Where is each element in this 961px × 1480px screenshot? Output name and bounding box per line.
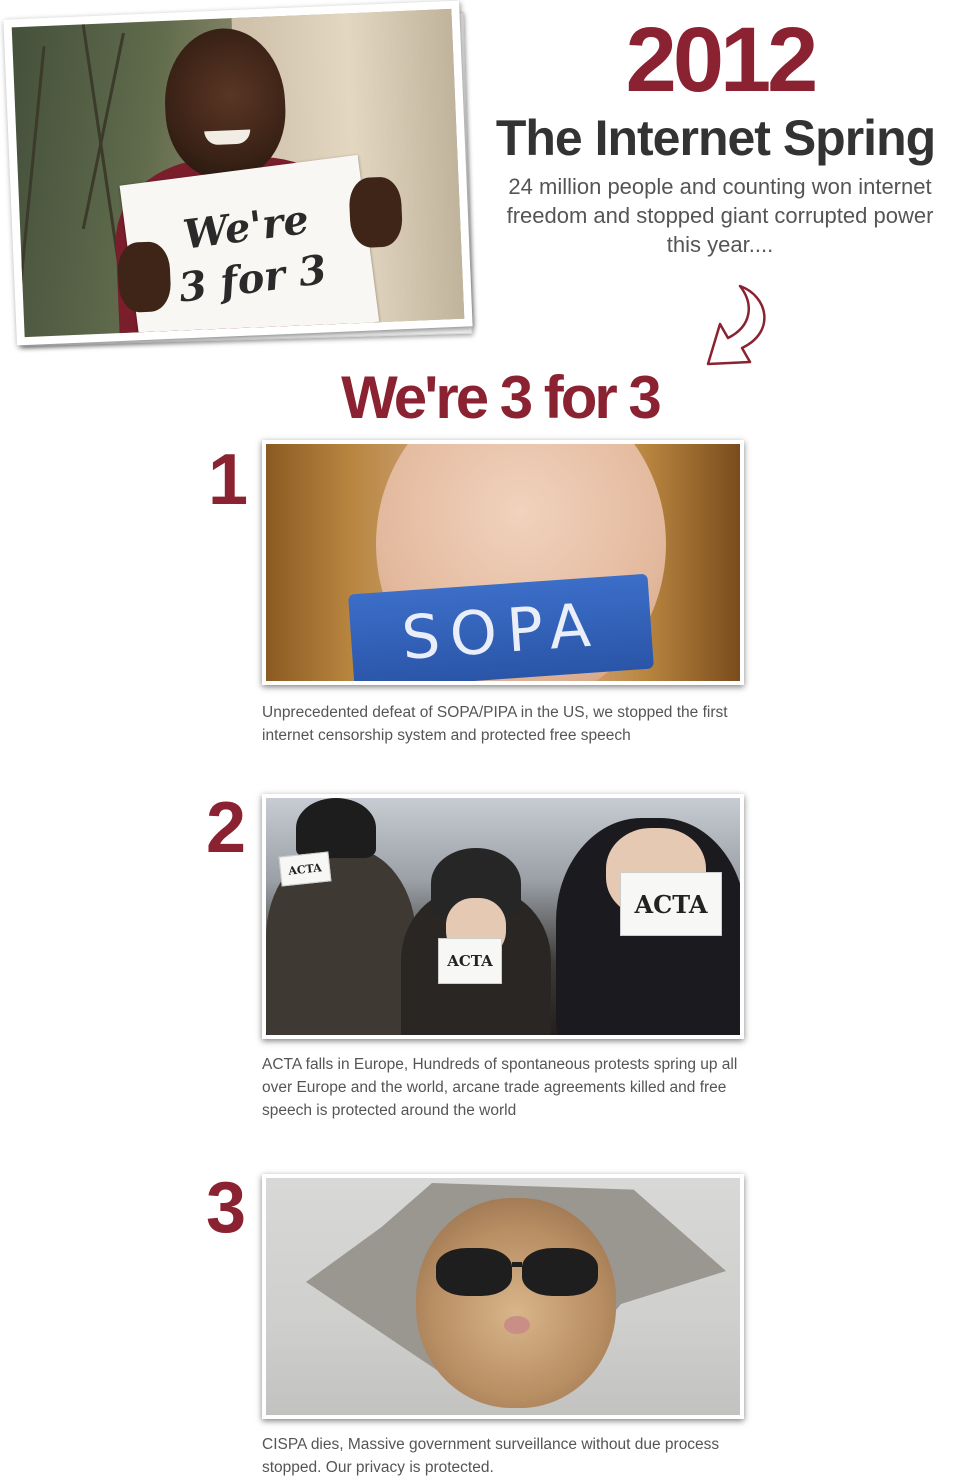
sopa-protest-photo — [266, 444, 740, 681]
sunglasses-right-lens — [522, 1248, 598, 1296]
item-number: 1 — [207, 440, 248, 520]
sunglasses-left-lens — [436, 1248, 512, 1296]
item-caption: CISPA dies, Massive government surveillance without due process stopped. Our privacy is protected. — [262, 1436, 720, 1476]
sopa-tape-text: SOPA — [399, 589, 603, 674]
photo-hat — [296, 798, 376, 858]
section-title: We're 3 for 3 — [341, 364, 659, 431]
page-subtitle: 24 million people and counting won internet freedom and stopped giant corrupted power this year.... — [506, 174, 934, 257]
photo-child-hand-left — [117, 241, 172, 313]
item-number: 3 — [205, 1168, 246, 1248]
curved-arrow-down-left-icon — [698, 282, 776, 370]
hero-sign-text: We're 3 for 3 — [176, 195, 330, 312]
item-photo-frame — [262, 440, 744, 685]
acta-sign: ACTA — [279, 851, 332, 886]
acta-protest-photo — [266, 798, 740, 1035]
photo-cat-nose — [504, 1316, 530, 1334]
item-caption: ACTA falls in Europe, Hundreds of spontaneous protests spring up all over Europe and the world, arcane trade agreements killed and free speech is protected around the world — [262, 1056, 738, 1119]
polaroid-front-card — [3, 1, 472, 346]
year-heading: 2012 — [625, 9, 815, 111]
item-photo-frame — [262, 1174, 744, 1419]
ceiling-cat-photo — [266, 1178, 740, 1415]
item-caption: Unprecedented defeat of SOPA/PIPA in the US, we stopped the first internet censorship system and protected free speech — [262, 704, 728, 744]
photo-branch — [17, 46, 45, 305]
acta-sign: ACTA — [620, 872, 722, 936]
hero-polaroid — [6, 6, 468, 342]
page-title: The Internet Spring — [495, 110, 936, 166]
photo-child-hand-right — [348, 176, 403, 248]
item-number: 2 — [205, 788, 246, 868]
sunglasses-bridge — [512, 1262, 522, 1267]
hero-photo-child-holding-sign — [12, 9, 465, 337]
photo-cat — [416, 1198, 616, 1408]
acta-sign: ACTA — [438, 938, 502, 984]
item-photo-frame — [262, 794, 744, 1039]
